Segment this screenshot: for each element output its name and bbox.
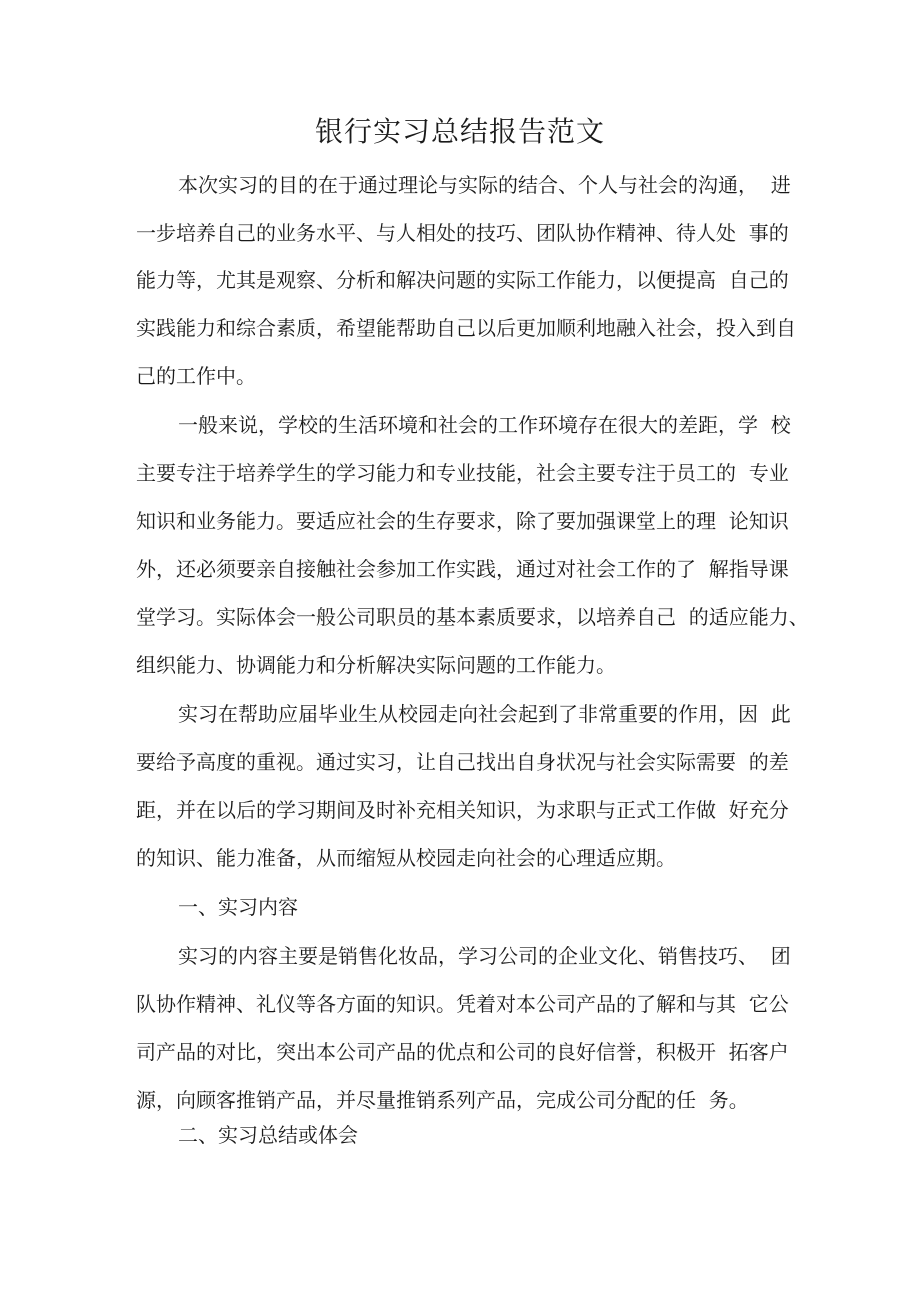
section-heading-internship-content: 一、实习内容: [178, 895, 298, 919]
paragraph-1-line-1: 本次实习的目的在于通过理论与实际的结合、个人与社会的沟通， 进: [178, 173, 791, 197]
paragraph-4-line-2: 队协作精神、礼仪等各方面的知识。凭着对本公司产品的了解和与其 它公: [136, 992, 789, 1016]
paragraph-1-line-3: 能力等，尤其是观察、分析和解决问题的实际工作能力，以便提高 自己的: [136, 268, 789, 292]
paragraph-4-line-1: 实习的内容主要是销售化妆品，学习公司的企业文化、销售技巧、 团: [178, 944, 791, 968]
paragraph-1-line-2: 一步培养自己的业务水平、与人相处的技巧、团队协作精神、待人处 事的: [136, 221, 789, 245]
paragraph-2-line-3: 知识和业务能力。要适应社会的生存要求，除了要加强课堂上的理 论知识: [136, 509, 789, 533]
section-heading-internship-summary: 二、实习总结或体会: [178, 1123, 358, 1147]
paragraph-2-line-1: 一般来说，学校的生活环境和社会的工作环境存在很大的差距，学 校: [178, 413, 791, 437]
paragraph-2-line-6: 组织能力、协调能力和分析解决实际问题的工作能力。: [136, 653, 616, 677]
paragraph-2-line-2: 主要专注于培养学生的学习能力和专业技能，社会主要专注于员工的 专业: [136, 461, 789, 485]
paragraph-4-line-3: 司产品的对比，突出本公司产品的优点和公司的良好信誉，积极开 拓客户: [136, 1040, 789, 1064]
paragraph-1-line-5: 己的工作中。: [136, 364, 256, 388]
paragraph-3-line-4: 的知识、能力准备，从而缩短从校园走向社会的心理适应期。: [136, 846, 676, 870]
paragraph-4-line-4: 源，向顾客推销产品，并尽量推销系列产品，完成公司分配的任 务。: [136, 1088, 749, 1112]
document-title: 银行实习总结报告范文: [314, 115, 605, 148]
paragraph-1-line-4: 实践能力和综合素质，希望能帮助自己以后更加顺利地融入社会，投入到自: [136, 316, 796, 340]
paragraph-2-line-5: 堂学习。实际体会一般公司职员的基本素质要求，以培养自己 的适应能力、: [136, 605, 809, 629]
paragraph-3-line-1: 实习在帮助应届毕业生从校园走向社会起到了非常重要的作用，因 此: [178, 702, 791, 726]
paragraph-3-line-3: 距，并在以后的学习期间及时补充相关知识，为求职与正式工作做 好充分: [136, 798, 789, 822]
paragraph-2-line-4: 外，还必须要亲自接触社会参加工作实践，通过对社会工作的了 解指导课: [136, 557, 789, 581]
paragraph-3-line-2: 要给予高度的重视。通过实习，让自己找出自身状况与社会实际需要 的差: [136, 750, 789, 774]
